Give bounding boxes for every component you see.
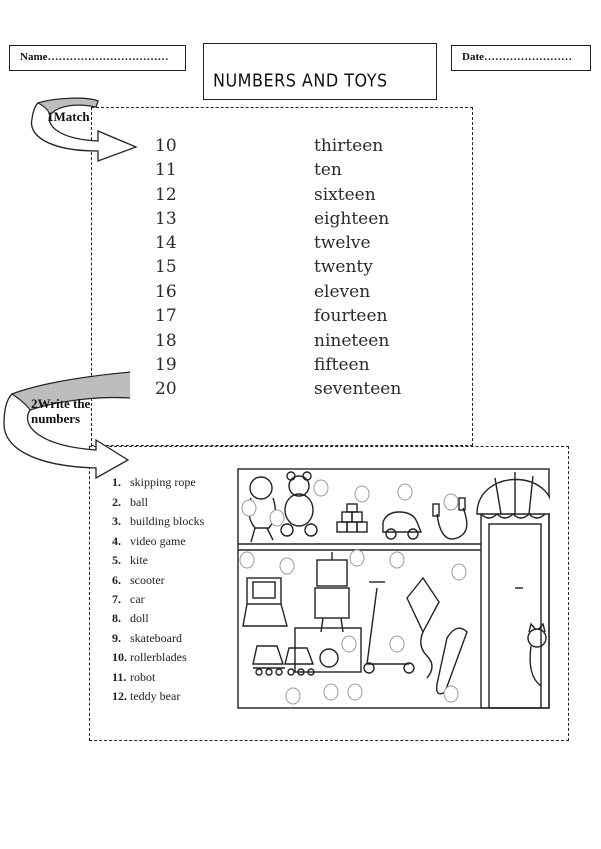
number-item: 12 bbox=[155, 185, 177, 205]
toy-name: kite bbox=[130, 553, 148, 567]
toy-name: scooter bbox=[130, 573, 165, 587]
toy-number: 8. bbox=[112, 611, 121, 625]
number-item: 15 bbox=[155, 257, 177, 277]
curved-arrow-icon bbox=[18, 95, 158, 165]
toy-name: car bbox=[130, 592, 145, 606]
toy-number: 1. bbox=[112, 475, 121, 489]
number-item: 13 bbox=[155, 209, 177, 229]
toy-list-item bbox=[112, 495, 148, 510]
toy-list-item bbox=[112, 689, 180, 704]
toy-list-item bbox=[112, 670, 155, 685]
toy-number: 9. bbox=[112, 631, 121, 645]
exercise2-label-line2: numbers bbox=[31, 411, 81, 426]
word-item: seventeen bbox=[314, 379, 402, 399]
number-item: 14 bbox=[155, 233, 177, 253]
toy-list-item bbox=[112, 553, 148, 568]
name-label: Name…………………………… bbox=[20, 51, 169, 63]
word-item: ten bbox=[314, 160, 342, 180]
toy-list-item bbox=[112, 475, 196, 490]
number-item: 20 bbox=[155, 379, 177, 399]
toy-name: skipping rope bbox=[130, 475, 196, 489]
exercise2-label bbox=[31, 396, 90, 426]
toy-list-item bbox=[112, 650, 187, 665]
number-item: 11 bbox=[155, 160, 177, 180]
toy-shop-illustration bbox=[237, 468, 550, 709]
toy-number: 11. bbox=[112, 670, 127, 684]
toy-number: 5. bbox=[112, 553, 121, 567]
word-item: sixteen bbox=[314, 185, 376, 205]
toy-name: ball bbox=[130, 495, 148, 509]
word-item: fifteen bbox=[314, 355, 370, 375]
toy-number: 4. bbox=[112, 534, 121, 548]
date-label: Date…………………… bbox=[462, 51, 572, 63]
word-item: fourteen bbox=[314, 306, 388, 326]
number-item: 10 bbox=[155, 136, 177, 156]
toy-name: skateboard bbox=[130, 631, 182, 645]
toy-list-item bbox=[112, 592, 145, 607]
number-item: 18 bbox=[155, 331, 177, 351]
name-field[interactable] bbox=[9, 45, 186, 71]
word-item: twenty bbox=[314, 257, 373, 277]
toy-number: 12. bbox=[112, 689, 127, 703]
toy-name: doll bbox=[130, 611, 149, 625]
toy-list-item bbox=[112, 514, 204, 529]
title-box bbox=[203, 43, 437, 100]
toy-number: 3. bbox=[112, 514, 121, 528]
toy-number: 2. bbox=[112, 495, 121, 509]
toy-list-item bbox=[112, 611, 149, 626]
word-item: eighteen bbox=[314, 209, 390, 229]
exercise2-label-line1: 2Write the bbox=[31, 396, 91, 411]
toy-name: building blocks bbox=[130, 514, 205, 528]
word-item: thirteen bbox=[314, 136, 384, 156]
number-item: 17 bbox=[155, 306, 177, 326]
toy-number: 10. bbox=[112, 650, 127, 664]
toy-name: robot bbox=[130, 670, 156, 684]
exercise1-label: 1Match bbox=[47, 109, 90, 124]
toy-list-item bbox=[112, 534, 186, 549]
page-title: NUMBERS AND TOYS bbox=[213, 70, 388, 91]
number-item: 16 bbox=[155, 282, 177, 302]
toy-name: rollerblades bbox=[130, 650, 187, 664]
toy-name: video game bbox=[130, 534, 186, 548]
toy-number: 7. bbox=[112, 592, 121, 606]
toy-list-item bbox=[112, 573, 165, 588]
toy-name: teddy bear bbox=[130, 689, 181, 703]
number-item: 19 bbox=[155, 355, 177, 375]
date-field[interactable] bbox=[451, 45, 591, 71]
word-item: twelve bbox=[314, 233, 371, 253]
word-item: eleven bbox=[314, 282, 371, 302]
word-item: nineteen bbox=[314, 331, 390, 351]
toy-number: 6. bbox=[112, 573, 121, 587]
toy-list-item bbox=[112, 631, 182, 646]
